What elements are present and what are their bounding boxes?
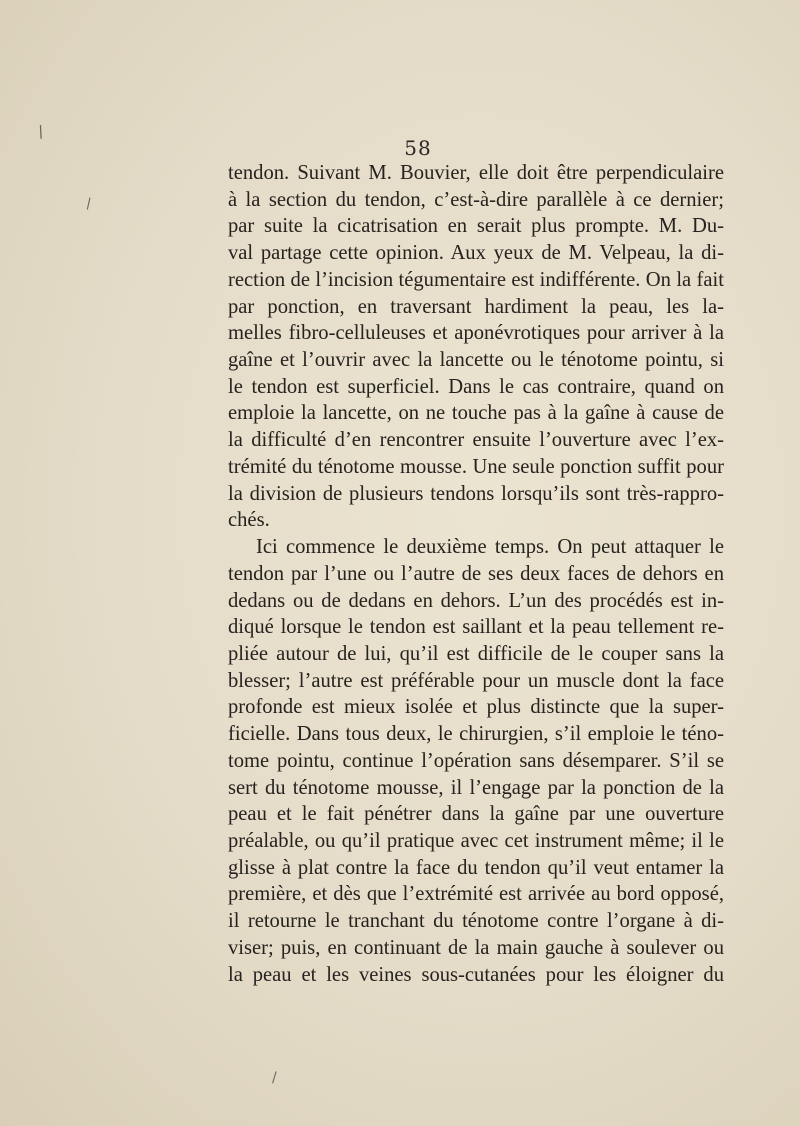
text-line: pliée autour de lui, qu’il est difficile de le couper sans la — [228, 642, 724, 665]
text-line: tendon par l’une ou l’autre de ses deux faces de dehors en — [228, 562, 724, 585]
text-line: il retourne le tranchant du ténotome contre l’organe à di- — [228, 910, 724, 933]
text-line: profonde est mieux isolée et plus distincte que la super- — [228, 696, 724, 719]
text-line: val partage cette opinion. Aux yeux de M. Velpeau, la di- — [228, 242, 724, 265]
text-line: première, et dès que l’extrémité est arrivée au bord opposé, — [228, 883, 724, 906]
text-line: dedans ou de dedans en dehors. L’un des procédés est in- — [228, 589, 724, 612]
text-line: glisse à plat contre la face du tendon qu’il veut entamer la — [228, 856, 724, 879]
text-line: la difficulté d’en rencontrer ensuite l’ouverture avec l’ex- — [228, 429, 724, 452]
text-line: par suite la cicatrisation en serait plus prompte. M. Du- — [228, 215, 724, 238]
text-line: trémité du ténotome mousse. Une seule ponction suffit pour — [228, 455, 724, 478]
text-line: Ici commence le deuxième temps. On peut attaquer le — [256, 536, 724, 559]
text-line: blesser; l’autre est préférable pour un muscle dont la face — [228, 669, 724, 692]
text-line: rection de l’incision tégumentaire est indifférente. On la fait — [228, 268, 724, 291]
text-line: la peau et les veines sous-cutanées pour les éloigner du — [228, 963, 724, 986]
text-line: par ponction, en traversant hardiment la peau, les la- — [228, 295, 724, 318]
text-line: diqué lorsque le tendon est saillant et la peau tellement re- — [228, 616, 724, 639]
text-line: à la section du tendon, c’est-à-dire parallèle à ce dernier; — [228, 188, 724, 211]
body-text — [228, 160, 724, 988]
text-line: le tendon est superficiel. Dans le cas contraire, quand on — [228, 375, 724, 398]
text-line: tome pointu, continue l’opération sans désemparer. S’il se — [228, 749, 724, 772]
text-line: tendon. Suivant M. Bouvier, elle doit être perpendiculaire — [228, 162, 724, 184]
text-line: melles fibro-celluleuses et aponévrotiques pour arriver à la — [228, 322, 724, 345]
text-line: la division de plusieurs tendons lorsqu’ils sont très-rappro- — [228, 482, 724, 505]
text-line: gaîne et l’ouvrir avec la lancette ou le ténotome pointu, si — [228, 349, 724, 372]
text-line: préalable, ou qu’il pratique avec cet instrument même; il le — [228, 829, 724, 852]
text-line: viser; puis, en continuant de la main gauche à soulever ou — [228, 936, 724, 959]
text-line: ficielle. Dans tous deux, le chirurgien, s’il emploie le téno- — [228, 723, 724, 746]
stray-mark-right-edge: \ — [82, 195, 95, 213]
page-number: 58 — [404, 136, 432, 160]
text-line: sert du ténotome mousse, il l’engage par la ponction de la — [228, 776, 724, 799]
text-line: emploie la lancette, on ne touche pas à la gaîne à cause de — [228, 402, 724, 425]
text-line: peau et le fait pénétrer dans la gaîne par une ouverture — [228, 803, 724, 826]
text-line: chés. — [228, 509, 270, 532]
stray-mark-left: / — [34, 121, 47, 142]
stray-mark-bottom: / — [272, 1070, 277, 1086]
